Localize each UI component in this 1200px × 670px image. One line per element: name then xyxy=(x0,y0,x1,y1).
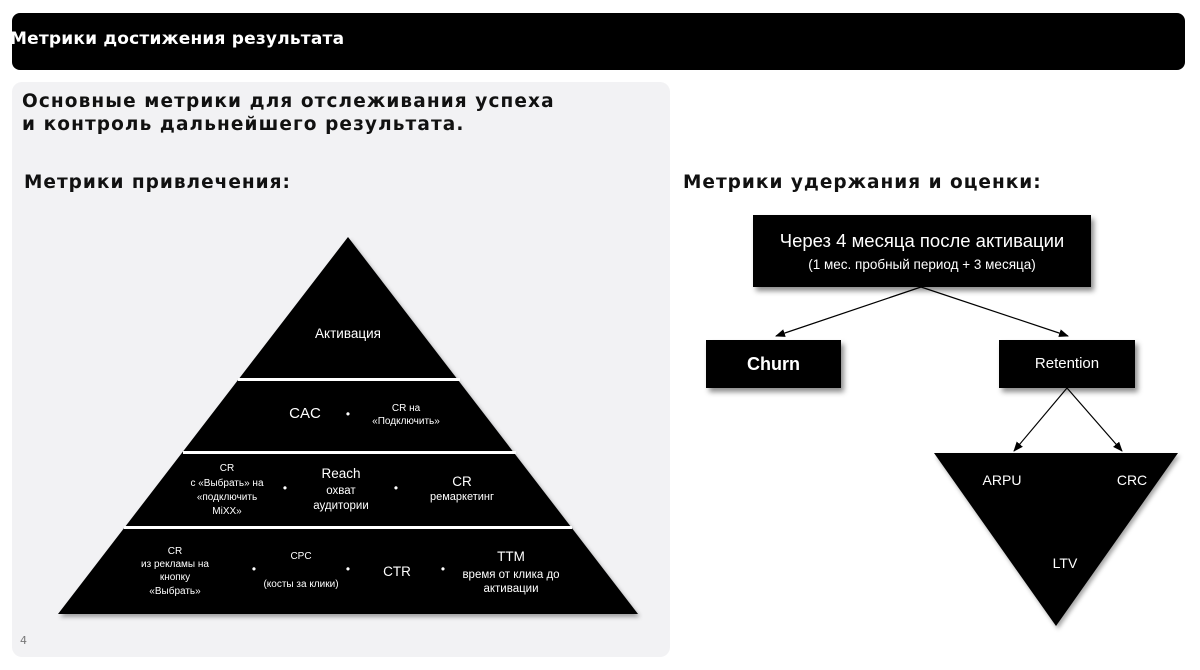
arrow-to-retention xyxy=(921,287,1068,336)
activation-label: Активация xyxy=(315,326,381,341)
cr-ad-label: кнопку xyxy=(159,572,191,583)
remarketing-label: ремаркетинг xyxy=(430,491,494,503)
cr-connect-label: «Подключить» xyxy=(372,416,440,427)
bullet: • xyxy=(440,562,446,576)
retention-box: Retention xyxy=(999,340,1135,388)
reach-label: Reach xyxy=(321,466,361,481)
bullet: • xyxy=(282,481,288,495)
value-triangle xyxy=(934,453,1178,626)
bullet: • xyxy=(393,481,399,495)
bullet: • xyxy=(345,407,351,421)
crc-label: CRC xyxy=(1116,472,1148,488)
activation-period-box xyxy=(753,215,1091,287)
cr-connect-label: CR на xyxy=(391,403,421,414)
reach-label: охват xyxy=(326,485,356,497)
ctr-label: CTR xyxy=(383,564,411,579)
cr-select-label: «подключить xyxy=(196,492,258,503)
subtitle-line-1: Основные метрики для отслеживания успеха xyxy=(22,91,555,112)
pyramid-shape xyxy=(58,237,638,614)
cac-label: CAC xyxy=(289,405,321,422)
ltv-label: LTV xyxy=(1052,555,1078,571)
retention-title: Метрики удержания и оценки: xyxy=(683,172,1042,193)
reach-label: аудитории xyxy=(313,500,369,512)
activation-period-sub: (1 мес. пробный период + 3 месяца) xyxy=(808,257,1036,272)
arpu-label: ARPU xyxy=(982,472,1022,488)
arrow-to-crc xyxy=(1067,388,1122,451)
cr-select-label: CR xyxy=(219,463,235,474)
cr-select-label: MiXX» xyxy=(212,506,242,517)
ttm-label: TTM xyxy=(497,549,525,564)
cr-select-label: с «Выбрать» на xyxy=(190,478,264,489)
arrow-to-churn xyxy=(776,287,921,336)
cpc-label: CPC xyxy=(290,551,312,562)
arrow-to-arpu xyxy=(1014,388,1067,451)
ttm-label: время от клика до xyxy=(462,569,560,581)
bullet: • xyxy=(345,562,351,576)
ttm-label: активации xyxy=(483,583,539,595)
activation-period-label: Через 4 месяца после активации xyxy=(779,230,1065,251)
bullet: • xyxy=(251,562,257,576)
slide-title: Метрики достижения результата xyxy=(10,29,345,49)
cr-ad-label: из рекламы на xyxy=(141,559,209,570)
acquisition-title: Метрики привлечения: xyxy=(24,172,291,193)
churn-box: Churn xyxy=(706,340,841,388)
cr-ad-label: «Выбрать» xyxy=(149,586,201,597)
remarketing-label: CR xyxy=(452,474,472,489)
acquisition-pyramid xyxy=(58,237,638,614)
page-number: 4 xyxy=(20,634,27,647)
cr-ad-label: CR xyxy=(167,546,183,557)
subtitle-line-2: и контроль дальнейшего результата. xyxy=(22,114,465,135)
cpc-label: (косты за клики) xyxy=(263,579,339,590)
